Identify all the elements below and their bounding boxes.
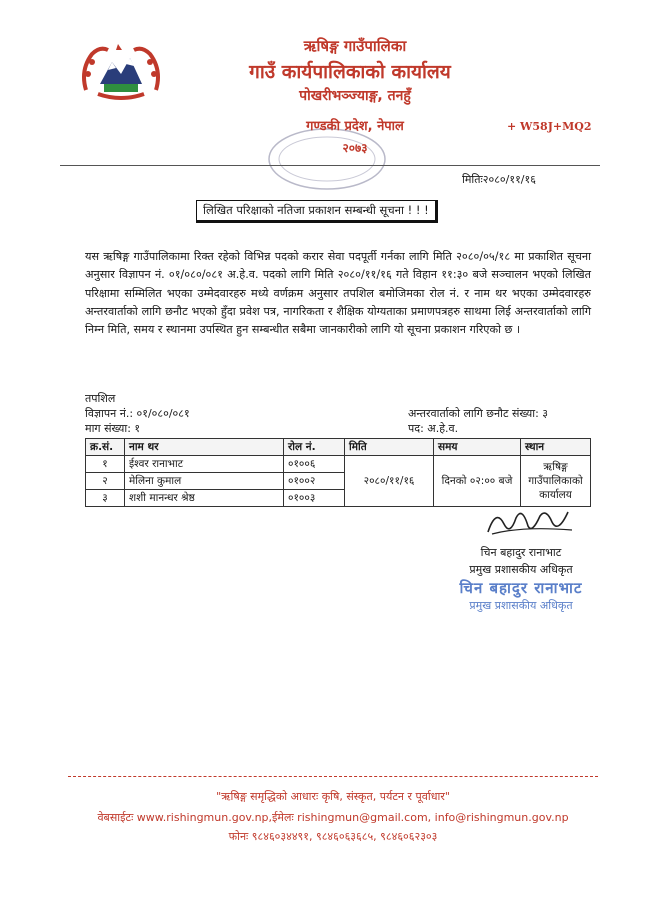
interview-place: ऋषिङ्ग गाउँपालिकाको कार्यालय (521, 456, 591, 507)
header-roll: रोल नं. (284, 439, 345, 456)
office-stamp-watermark (262, 124, 392, 194)
post-stamp: प्रमुख प्रशासकीय अधिकृत (469, 599, 573, 612)
vigyapan-number: विज्ञापन नं.: ०१/०८०/०८१ (85, 407, 190, 420)
footer-contact: वेबसाईटः www.rishingmun.gov.np,ईमेलः rishingmun@gmail.com, info@rishingmun.gov.np (97, 811, 569, 824)
header-divider (60, 165, 600, 166)
table-row (86, 456, 591, 473)
row-roll: ०१००२ (284, 473, 345, 490)
row-name: ईश्वर रानाभाट (125, 456, 284, 473)
row-sn: ३ (86, 490, 125, 507)
footer-divider (68, 776, 598, 777)
header-name: नाम थर (125, 439, 284, 456)
header-place: स्थान (521, 439, 591, 456)
interview-time: दिनको ०२:०० बजे (434, 456, 521, 507)
name-stamp: चिन बहादुर रानाभाट (459, 579, 583, 597)
interview-date: २०८०/११/१६ (345, 456, 434, 507)
table-header-row (86, 439, 591, 456)
handwritten-signature (482, 504, 578, 540)
signatory-name: चिन बहादुर रानाभाट (480, 546, 562, 559)
demand-count: माग संख्या: १ (85, 422, 141, 435)
office-location: पोखरीभञ्ज्याङ्ग, तनहुँ (299, 88, 411, 104)
header-date: मिति (345, 439, 434, 456)
signatory-post: प्रमुख प्रशासकीय अधिकृत (469, 563, 573, 576)
notice-date: मितिः२०८०/११/१६ (462, 173, 536, 186)
row-roll: ०१००३ (284, 490, 345, 507)
footer-phone: फोनः ९८४६०३४४९१, ९८४६०६३६८५, ९८४६०६२३०३ (228, 830, 438, 843)
row-sn: २ (86, 473, 125, 490)
plus-code: + W58J+MQ2 (507, 120, 592, 133)
post-name: पद: अ.हे.व. (408, 422, 459, 435)
notice-title: लिखित परिक्षाको नतिजा प्रकाशन सम्बन्धी सूचना ! ! ! (196, 200, 438, 223)
province-name: गण्डकी प्रदेश, नेपाल (306, 119, 404, 134)
established-year: २०७३ (342, 141, 368, 155)
nepal-emblem-icon (78, 40, 164, 102)
row-roll: ०१००६ (284, 456, 345, 473)
header-sn: क्र.सं. (86, 439, 125, 456)
row-sn: १ (86, 456, 125, 473)
municipality-name: ऋषिङ्ग गाउँपालिका (303, 37, 407, 55)
results-table (85, 438, 591, 507)
footer-motto: "ऋषिङ्ग समृद्धिको आधारः कृषि, संस्कृत, पर्यटन र पूर्वाधार" (216, 790, 450, 803)
interview-count: अन्तरवार्ताको लागि छनौट संख्या: ३ (408, 407, 549, 420)
row-name: मेलिना कुमाल (125, 473, 284, 490)
tapashil-label: तपशिल (85, 392, 116, 405)
header-time: समय (434, 439, 521, 456)
notice-body: यस ऋषिङ्ग गाउँपालिकामा रिक्त रहेको विभिन्न पदको करार सेवा पदपूर्ती गर्नका लागि मिति २०८०/०५/१८ मा प्रकाशित सूचना अनुसार विज्ञापन नं. ०१/०८०/०८१ अ.हे.व. पदको लागि मिति २०८०/११/१६ गते विहान ११:३० बजे सञ्चालन भएको लिखित परिक्षामा सम्मिलित भएका उम्मेदवारहरु मध्ये वर्णक्रम अनुसार तपशिल बमोजिमका रोल नं. र नाम थर भएका उम्मेदवारहरु अन्तरवार्ताको लागि छनौट भएको हुँदा प्रवेश पत्र, नागरिकता र शैक्षिक योग्यताका प्रमाणपत्रहरु साथमा लिई अन्तरवार्ताको लागि निम्न मिति, समय र स्थानमा उपस्थित हुन सम्बन्धीत सबैमा जानकारीको लागि यो सूचना प्रकाशन गरिएको छ । (85, 250, 591, 337)
office-name: गाउँ कार्यपालिकाको कार्यालय (249, 61, 451, 83)
row-name: शशी मानन्धर श्रेष्ठ (125, 490, 284, 507)
